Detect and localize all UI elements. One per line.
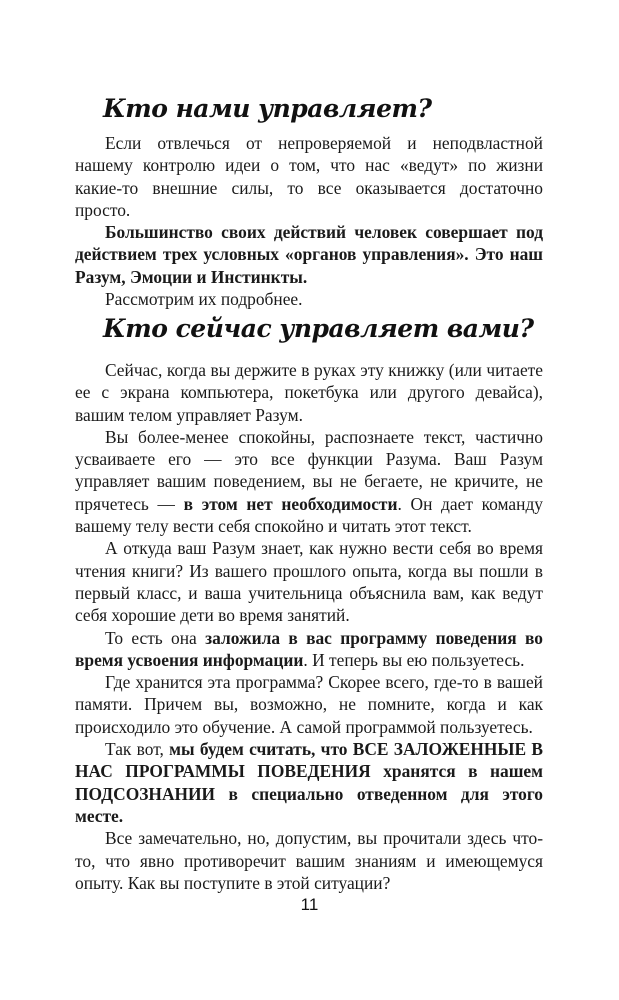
paragraph: Все замечательно, но, допустим, вы прочитали здесь что-то, что явно противоречит вашим знаниям и имеющемуся опыту. Как вы поступите в этой ситуации? xyxy=(75,828,543,893)
paragraph xyxy=(75,738,543,827)
paragraph: Если отвлечься от непроверяемой и неподвластной нашему контролю идеи о том, что нас «ведут» по жизни какие-то внешние силы, то все оказывается достаточно просто. xyxy=(75,133,543,220)
text-run: Вы более-менее спокойны, распознаете текст, частично усваиваете его — это все функции Разума. Ваш Разум управляет вашим поведением, вы не бегаете, не кричите, не прячетесь — xyxy=(75,426,543,514)
paragraph xyxy=(75,627,543,672)
paragraph: Рассмотрим их подробнее. xyxy=(105,289,303,310)
paragraph: А откуда ваш Разум знает, как нужно вести себя во время чтения книги? Из вашего прошлого опыта, когда вы пошли в первый класс, и ваша учительница объяснила вам, как ведут себя хорошие дети во время занятий. xyxy=(75,538,543,626)
paragraph xyxy=(75,426,543,537)
section-heading-who-controls-you-now: Кто сейчас управляет вами? xyxy=(103,314,534,343)
text-run: Так вот, xyxy=(105,739,170,760)
text-run: То есть она xyxy=(105,627,206,648)
page-number: 11 xyxy=(300,895,319,914)
text-run: . Он дает команду вашему телу вести себя спокойно и читать этот текст. xyxy=(75,493,544,537)
bold-text: мы будем считать, что ВСЕ ЗАЛОЖЕННЫЕ В НАС ПРОГРАММЫ ПОВЕДЕНИЯ хранятся в нашем ПОДСОЗНАНИИ в специально отведенном для этого месте. xyxy=(75,739,543,826)
paragraph: Сейчас, когда вы держите в руках эту книжку (или читаете ее с экрана компьютера, покетбука или другого девайса), вашим телом управляет Разум. xyxy=(75,360,543,425)
bold-text: в этом нет необходимости xyxy=(183,493,398,514)
section-1-body xyxy=(75,132,543,310)
paragraph: Где хранится эта программа? Скорее всего, где-то в вашей памяти. Причем вы, возможно, не помните, когда и как происходило это обучение. А самой программой пользуетесь. xyxy=(75,672,543,737)
text-run: . И теперь вы ею пользуетесь. xyxy=(303,649,525,670)
bold-text: Большинство своих действий человек совершает под действием трех условных «органов управления». Это наш Разум, Эмоции и Инстинкты. xyxy=(75,222,543,287)
bold-text: заложила в вас программу поведения во время усвоения информации xyxy=(75,627,543,670)
section-2-body xyxy=(75,359,543,894)
section-heading-who-controls-us: Кто нами управляет? xyxy=(103,94,432,123)
paragraph-bold xyxy=(75,221,543,288)
